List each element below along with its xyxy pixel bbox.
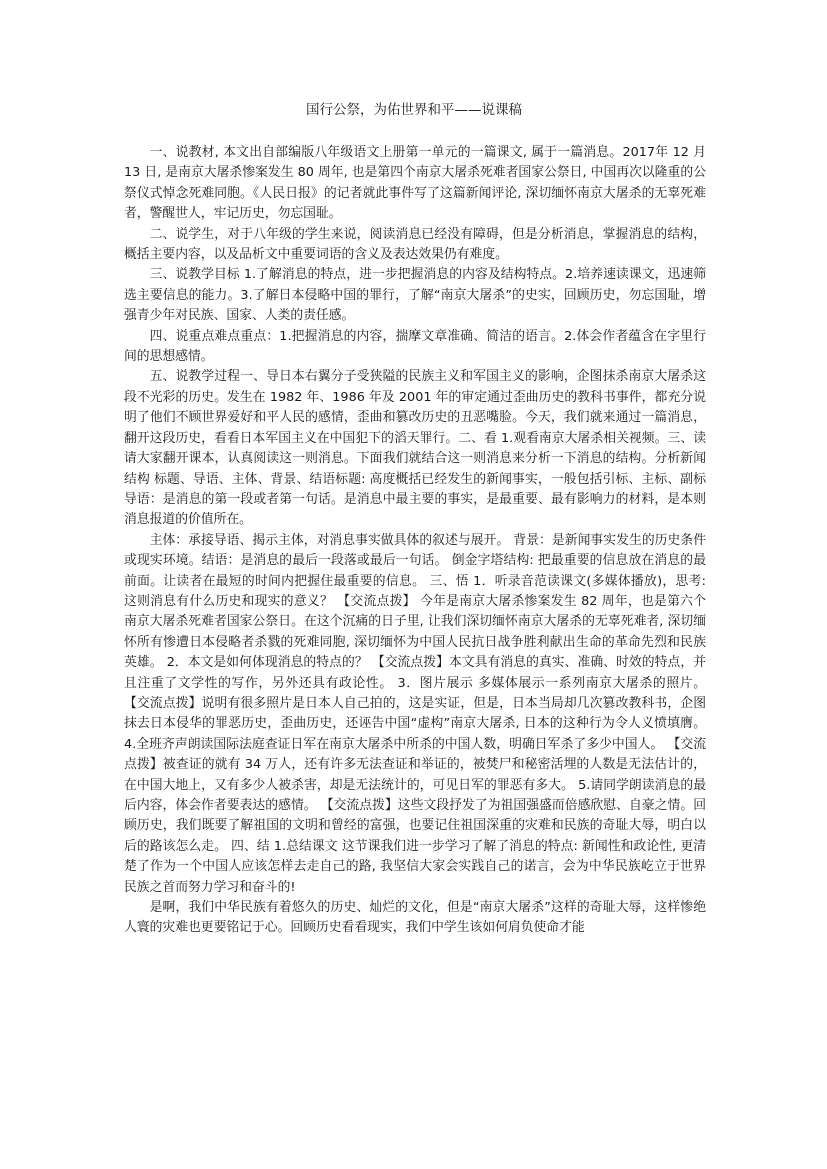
paragraph-closing: 是啊，我们中华民族有着悠久的历史、灿烂的文化，但是“南京大屠杀”这样的奇耻大辱，这样惨绝人寰的灾难也更要铭记于心。回顾历史看看现实，我们中学生该如何肩负使命才能 [124,900,706,936]
document-title: 国行公祭，为佑世界和平——说课稿 [306,102,522,118]
paragraph-objectives: 三、说教学目标 1.了解消息的特点，进一步把握消息的内容及结构特点。2.培养速读课文，迅速筛选主要信息的能力。3.了解日本侵略中国的罪行，了解“南京大屠杀”的史实，回顾历史，勿忘国耻，增强青少年对民族、国家、人类的责任感。 [124,267,706,324]
paragraph-textbook: 一、说教材, 本文出自部编版八年级语文上册第一单元的一篇课文, 属于一篇消息。2017年 12 月 13 日, 是南京大屠杀惨案发生 80 周年, 也是第四个南京大屠杀死难者国家公祭日, 中国再次以隆重的公祭仪式悼念死难同胞。《人民日报》的记者就此事件写了这篇新闻评论, 深切缅怀南京大屠杀的无辜死难者，警醒世人，牢记历史，勿忘国耻。 [124,145,706,222]
paragraph-teaching-process: 五、说教学过程一、导日本右翼分子受狭隘的民族主义和军国主义的影响，企图抹杀南京大屠杀这段不光彩的历史。发生在 1982 年、1986 年及 2001 年的审定通过歪曲历史的教科书事件，都充分说明了他们不顾世界爱好和平人民的感情，歪曲和篡改历史的丑恶嘴脸。今天，我们就来通过一篇消息，翻开这段历史，看看日本军国主义在中国犯下的滔天罪行。二、看 1.观看南京大屠杀相关视频。三、读请大家翻开课本，认真阅读这一则消息。下面我们就结合这一则消息来分析一下消息的结构。分析新闻结构 标题、导语、主体、背景、结语标题: 高度概括已经发生的新闻事实，一般包括引标、主标、副标导语：是消息的第一段或者第一句话。是消息中最主要的事实，是最重要、最有影响力的材料，是本则消息报道的价值所在。 [124,369,706,528]
paragraph-key-points: 四、说重点难点重点：1.把握消息的内容，揣摩文章准确、简洁的语言。2.体会作者蕴含在字里行间的思想感情。 [124,328,706,365]
paragraph-students: 二、说学生，对于八年级的学生来说，阅读消息已经没有障碍，但是分析消息，掌握消息的结构，概括主要内容，以及品析文中重要词语的含义及表达效果仍有难度。 [124,226,706,263]
document-body [124,143,706,939]
paragraph-structure-and-reflection: 主体：承接导语、揭示主体，对消息事实做具体的叙述与展开。 背景：是新闻事实发生的历史条件或现实环境。结语：是消息的最后一段落或最后一句话。 倒金字塔结构: 把最重要的信息放在消息的最前面。让读者在最短的时间内把握住最重要的信息。 三、悟 1．听录音范读课文(多媒体播放)，思考: 这则消息有什么历史和现实的意义？ 【交流点拨】 今年是南京大屠杀惨案发生 82 周年，也是第六个南京大屠杀死难者国家公祭日。在这个沉痛的日子里, 让我们深切缅怀南京大屠杀的无辜死难者, 深切缅怀所有惨遭日本侵略者杀戮的死难同胞, 深切缅怀为中国人民抗日战争胜利献出生命的革命先烈和民族英雄。 2．本文是如何体现消息的特点的？ 【交流点拨】本文具有消息的真实、准确、时效的特点，并且注重了文学性的写作，另外还具有政论性。 3．图片展示 多媒体展示一系列南京大屠杀的照片。 【交流点拨】说明有很多照片是日本人自己拍的，这是实证，但是，日本当局却几次篡改教科书，企图抹去日本侵华的罪恶历史，歪曲历史，还诬告中国“虚构”南京大屠杀, 日本的这种行为令人义愤填膺。 4.全班齐声朗读国际法庭查证日军在南京大屠杀中所杀的中国人数，明确日军杀了多少中国人。 【交流点拨】被查证的就有 34 万人，还有许多无法查证和举证的，被焚尸和秘密活埋的人数是无法估计的，在中国大地上，又有多少人被杀害，却是无法统计的，可见日军的罪恶有多大。 5.请同学朗读消息的最后内容，体会作者要表达的感情。 【交流点拨】这些文段抒发了为祖国强盛而倍感欣慰、自豪之情。回顾历史，我们既要了解祖国的文明和曾经的富强，也要记住祖国深重的灾难和民族的奇耻大辱，明白以后的路该怎么走。 四、结 1.总结课文 这节课我们进一步学习了解了消息的特点: 新闻性和政论性, 更清楚了作为一个中国人应该怎样去走自己的路, 我坚信大家会实践自己的诺言，会为中华民族屹立于世界民族之首而努力学习和奋斗的! [124,532,706,895]
